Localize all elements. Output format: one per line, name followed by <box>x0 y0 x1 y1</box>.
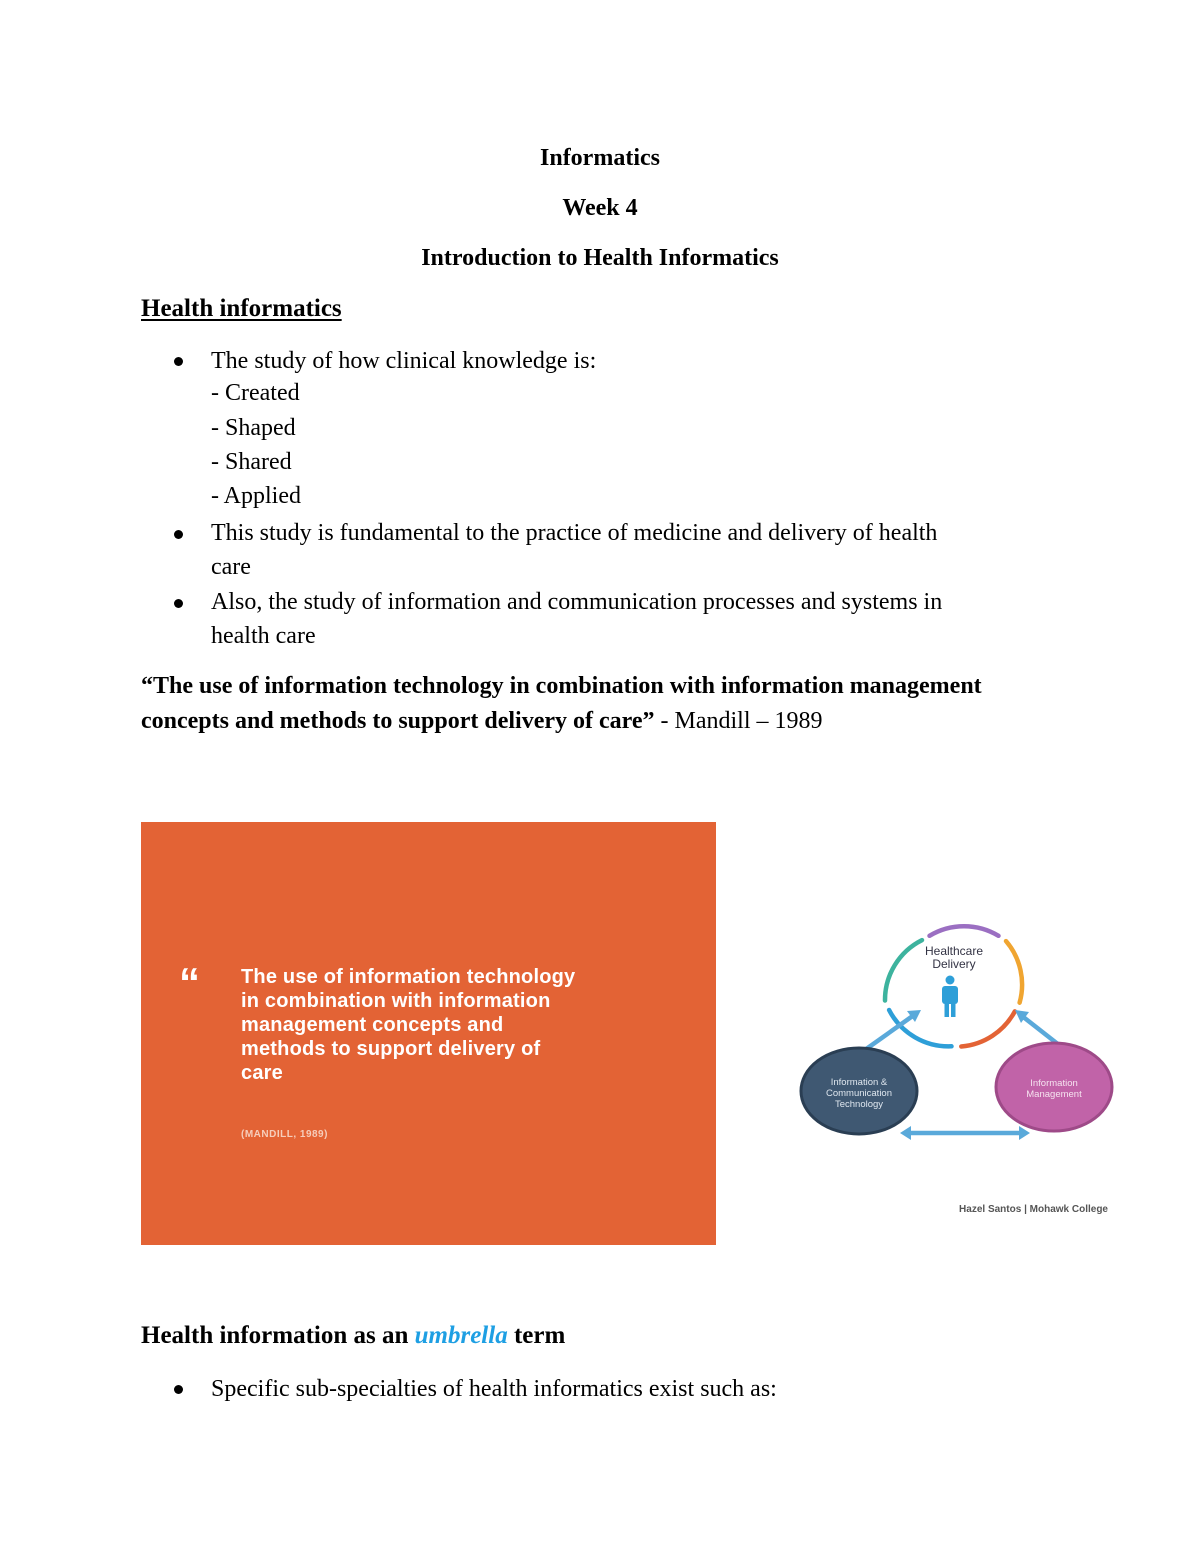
quote-mark-icon: “ <box>179 959 200 1006</box>
slide-quote-line: management concepts and <box>241 1014 504 1036</box>
heading-accent-word: umbrella <box>414 1322 508 1349</box>
bullet-text: Specific sub-specialties of health informatics exist such as: <box>211 1376 777 1402</box>
diagram-credit: Hazel Santos | Mohawk College <box>959 1204 1108 1215</box>
sub-item: - Applied <box>211 483 301 509</box>
slide-quote-line: in combination with information <box>241 990 551 1012</box>
bullet-text: Also, the study of information and communication processes and systems in <box>211 589 943 615</box>
doc-title: Informatics <box>540 145 660 171</box>
definition-quote-bold: concepts and methods to support delivery of care” <box>141 708 655 734</box>
bullet-dot <box>174 357 183 366</box>
diagram-right-label: Information <box>1030 1078 1078 1089</box>
doc-week: Week 4 <box>562 195 638 221</box>
bullet-text: This study is fundamental to the practice of medicine and delivery of health <box>211 520 938 546</box>
diagram-top-label: Healthcare <box>924 944 984 958</box>
section-heading-health-informatics: Health informatics <box>141 295 342 322</box>
bullet-text: The study of how clinical knowledge is: <box>211 348 597 374</box>
sub-item: - Shaped <box>211 415 296 441</box>
diagram-left-label: Information & <box>830 1077 888 1088</box>
slide-quote-line: methods to support delivery of <box>241 1038 541 1060</box>
doc-subtitle: Introduction to Health Informatics <box>421 245 779 271</box>
bullet-dot <box>174 1385 183 1394</box>
diagram-left-label: Communication <box>826 1088 892 1099</box>
bullet-dot <box>174 530 183 539</box>
section-heading-umbrella-term <box>141 1323 565 1348</box>
bullet-text-continued: care <box>211 554 251 580</box>
sub-item: - Created <box>211 380 300 406</box>
heading-prefix: Health information as an <box>141 1322 415 1349</box>
slide-quote-line: The use of information technology <box>241 966 576 988</box>
quote-slide-image <box>141 822 716 1245</box>
definition-quote-line2 <box>141 709 823 733</box>
person-icon <box>942 976 958 1018</box>
bullet-text-continued: health care <box>211 623 316 649</box>
sub-item: - Shared <box>211 449 292 475</box>
bullet-dot <box>174 599 183 608</box>
diagram-top-label: Delivery <box>932 957 976 971</box>
definition-quote-line1: “The use of information technology in combination with information management <box>141 673 982 699</box>
slide-citation: (MANDILL, 1989) <box>241 1129 328 1140</box>
diagram-right-label: Management <box>1026 1089 1082 1100</box>
slide-quote-line: care <box>241 1062 283 1084</box>
health-informatics-diagram <box>790 912 1120 1222</box>
diagram-left-label: Technology <box>834 1099 884 1110</box>
definition-quote-attribution: - Mandill – 1989 <box>654 708 823 734</box>
heading-suffix: term <box>507 1322 566 1349</box>
